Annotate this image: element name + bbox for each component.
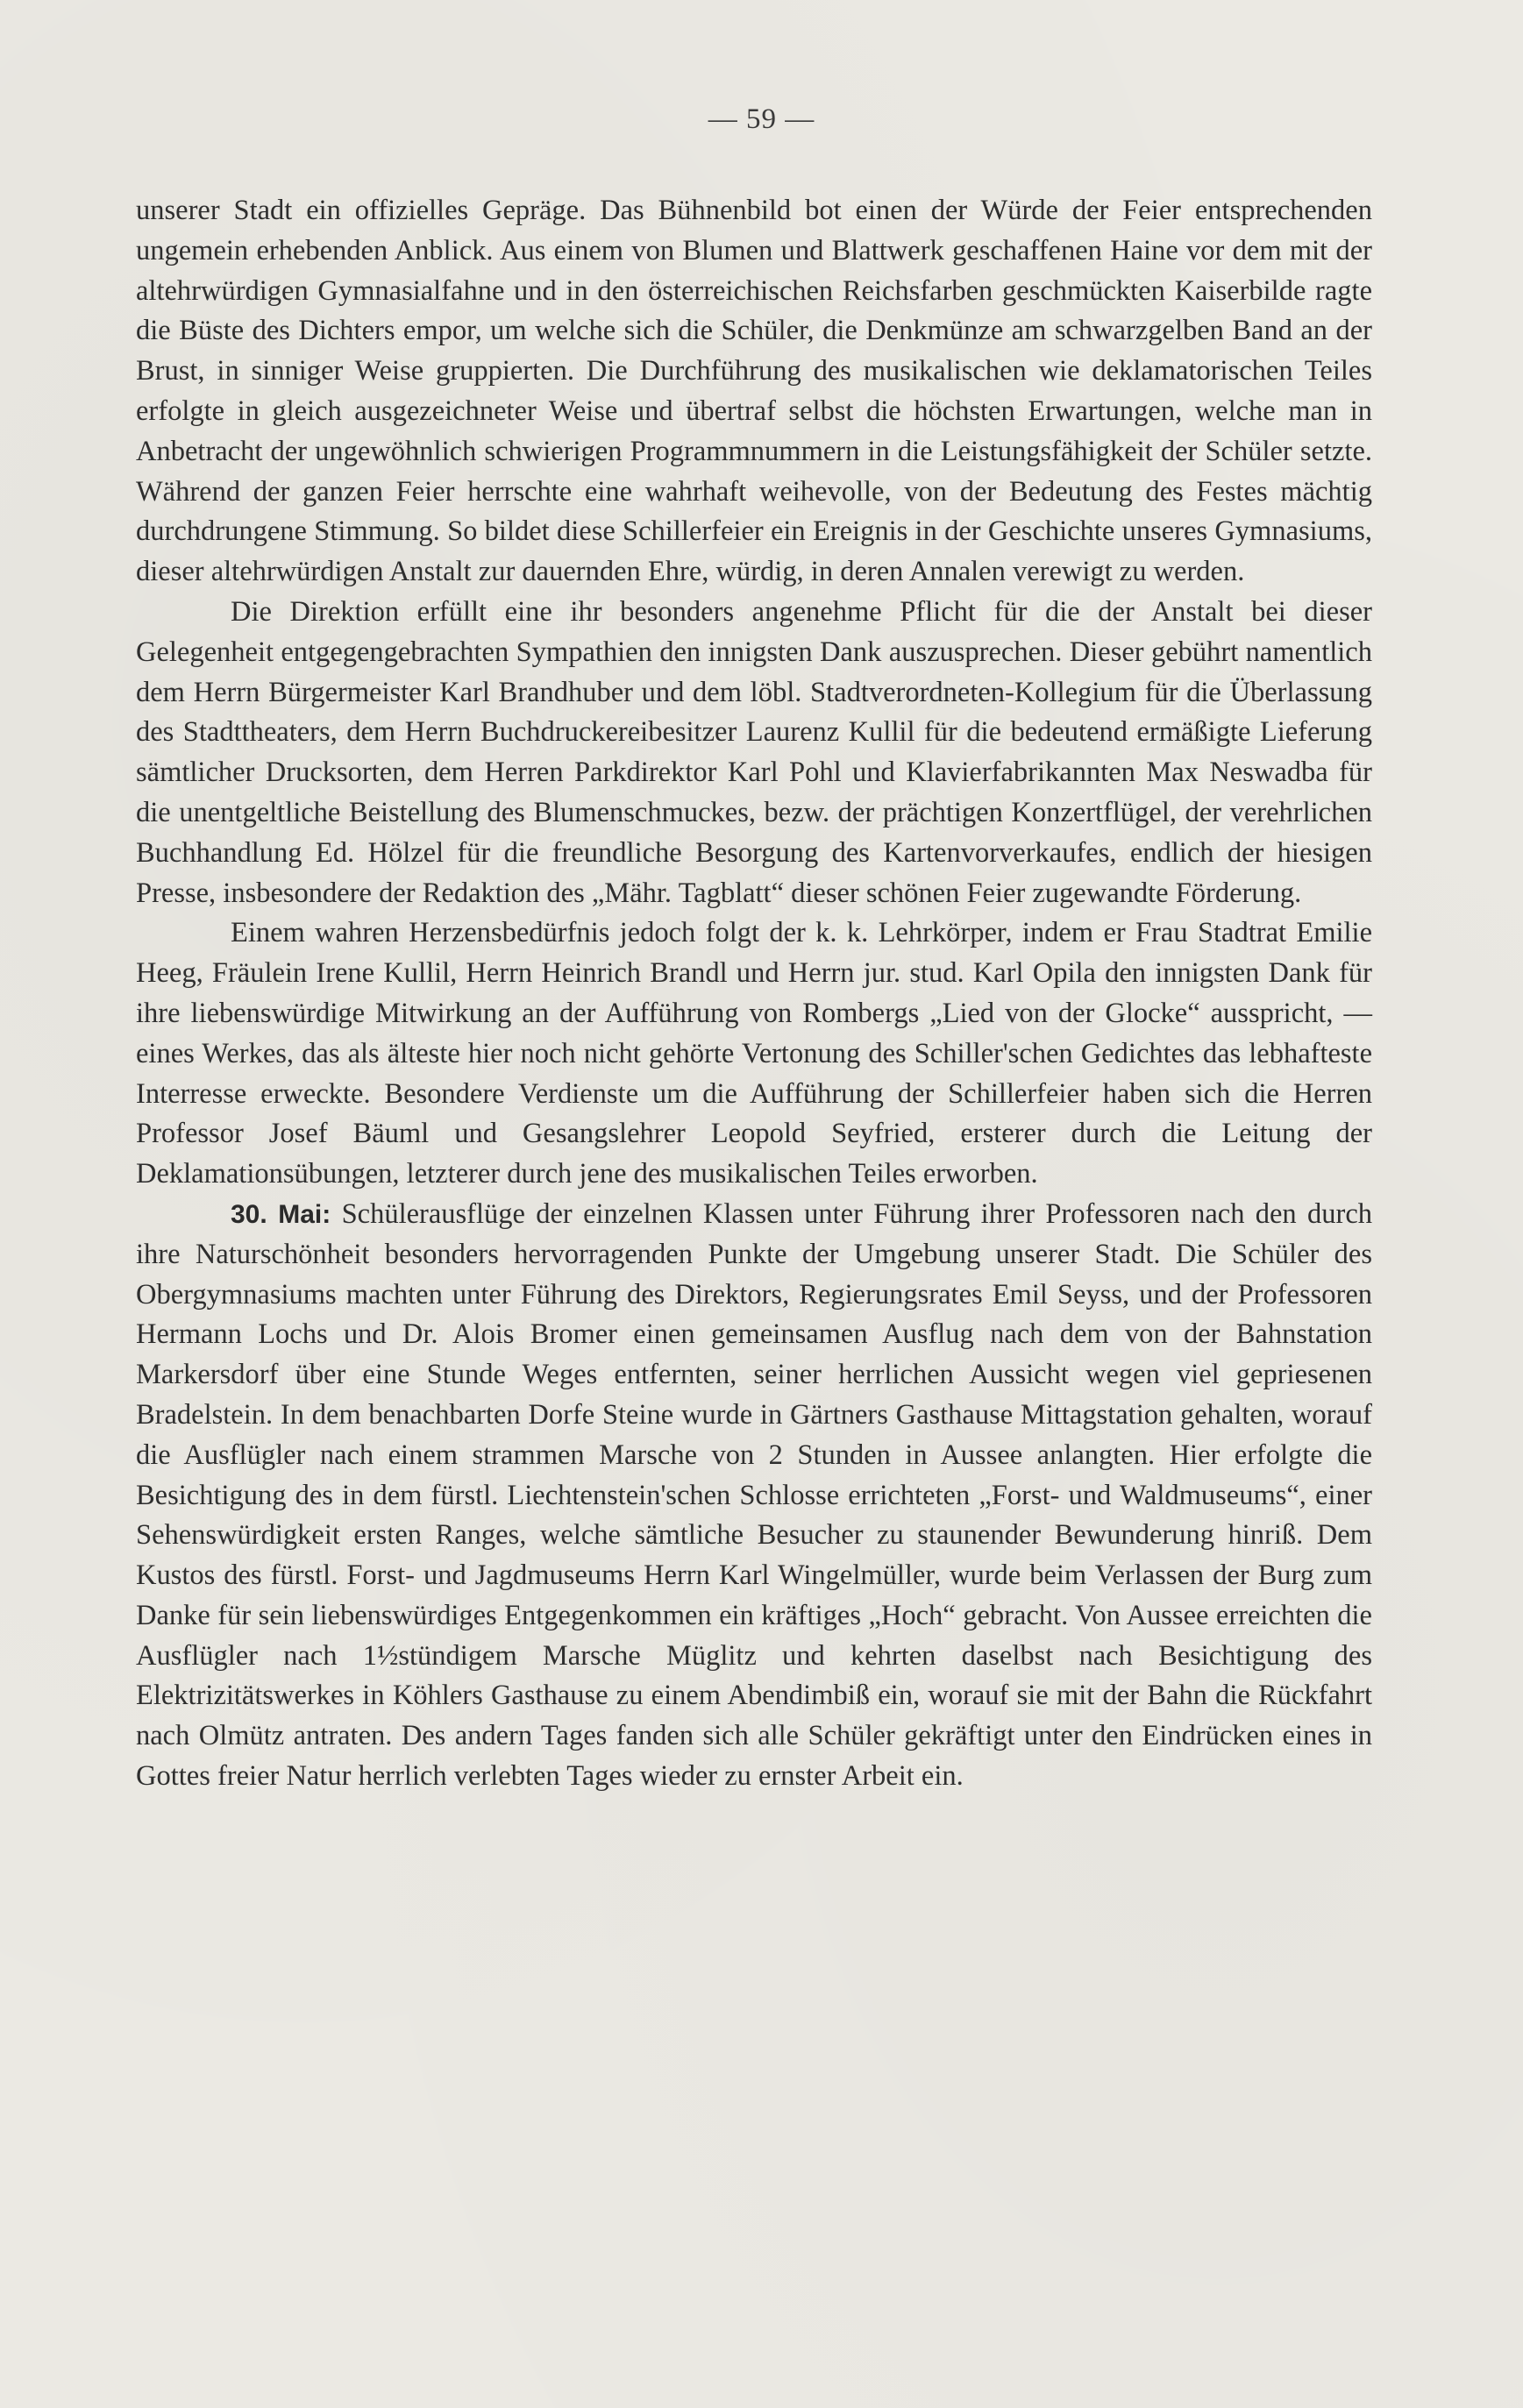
- date-entry-paragraph: [136, 1195, 1372, 1797]
- paragraph-3: Einem wahren Herzensbedürfnis jedoch folgt der k. k. Lehrkörper, indem er Frau Stadtrat Emilie Heeg, Fräulein Irene Kullil, Herrn Heinrich Brandl und Herrn jur. stud. Karl Opila den innigsten Dank für ihre liebenswürdige Mitwirkung an der Aufführung von Rombergs „Lied von der Glocke“ ausspricht, — eines Werkes, das als älteste hier noch nicht gehörte Vertonung des Schiller'schen Gedichtes das lebhafteste Interresse erweckte. Besondere Verdienste um die Aufführung der Schillerfeier haben sich die Herren Professor Josef Bäuml und Gesangslehrer Leopold Seyfried, ersterer durch die Leitung der Deklamationsübungen, letzterer durch jene des musikalischen Teiles erworben.: [136, 917, 1372, 1190]
- paragraph-2: Die Direktion erfüllt eine ihr besonders angenehme Pflicht für die der Anstalt bei dieser Gelegenheit entgegengebrachten Sympathien den innigsten Dank auszusprechen. Dieser gebührt namentlich dem Herrn Bürgermeister Karl Brandhuber und dem löbl. Stadtverordneten-Kollegium für die Überlassung des Stadttheaters, dem Herrn Buchdruckereibesitzer Laurenz Kullil für die bedeutend ermäßigte Lieferung sämtlicher Drucksorten, dem Herren Parkdirektor Karl Pohl und Klavierfabrikannten Max Neswadba für die unentgeltliche Beistellung des Blumenschmuckes, bezw. der prächtigen Konzertflügel, der verehrlichen Buchhandlung Ed. Hölzel für die freundliche Besorgung des Kartenvorverkaufes, endlich der hiesigen Presse, insbesondere der Redaktion des „Mähr. Tagblatt“ dieser schönen Feier zugewandte Förderung.: [136, 595, 1372, 909]
- page-number: — 59 —: [708, 103, 815, 135]
- paragraph-1: unserer Stadt ein offizielles Gepräge. Das Bühnenbild bot einen der Würde der Feier entsprechenden ungemein erhebenden Anblick. Aus einem von Blumen und Blattwerk geschaffenen Haine vor dem mit der altehrwürdigen Gymnasialfahne und in den österreichischen Reichsfarben geschmückten Kaiserbilde ragte die Büste des Dichters empor, um welche sich die Schüler, die Denkmünze am schwarzgelben Band an der Brust, in sinniger Weise gruppierten. Die Durchführung des musikalischen wie deklamatorischen Teiles erfolgte in gleich ausgezeichneter Weise und übertraf selbst die höchsten Erwartungen, welche man in Anbetracht der ungewöhnlich schwierigen Programmnummern in die Leistungsfähigkeit der Schüler setzte. Während der ganzen Feier herrschte eine wahrhaft weihevolle, von der Bedeutung des Festes mächtig durchdrungene Stimmung. So bildet diese Schillerfeier ein Ereignis in der Geschichte unseres Gymnasiums, dieser altehrwürdigen Anstalt zur dauernden Ehre, würdig, in deren Annalen verewigt zu werden.: [136, 195, 1372, 588]
- date-entry-text: Schülerausflüge der einzelnen Klassen unter Führung ihrer Professoren nach den durch ihre Naturschönheit besonders hervorragenden Punkte der Umgebung unserer Stadt. Die Schüler des Obergymnasiums machten unter Führung des Direktors, Regierungsrates Emil Seyss, und der Professoren Hermann Lochs und Dr. Alois Bromer einen gemeinsamen Ausflug nach dem von der Bahnstation Markersdorf über eine Stunde Weges entfernten, seiner herrlichen Aussicht wegen viel gepriesenen Bradelstein. In dem benachbarten Dorfe Steine wurde in Gärtners Gasthause Mittagstation gehalten, worauf die Ausflügler nach einem strammen Marsche von 2 Stunden in Aussee anlangten. Hier erfolgte die Besichtigung des in dem fürstl. Liechtenstein'schen Schlosse errichteten „Forst- und Waldmuseums“, einer Sehenswürdigkeit ersten Ranges, welche sämtliche Besucher zu staunender Bewunderung hinriß. Dem Kustos des fürstl. Forst- und Jagdmuseums Herrn Karl Wingelmüller, wurde beim Verlassen der Burg zum Danke für sein liebenswürdiges Entgegenkommen ein kräftiges „Hoch“ gebracht. Von Aussee erreichten die Ausflügler nach 1½stündigem Marsche Müglitz und kehrten daselbst nach Besichtigung des Elektrizitätswerkes in Köhlers Gasthause zu einem Abendimbiß ein, worauf sie mit der Bahn die Rückfahrt nach Olmütz antraten. Des andern Tages fanden sich alle Schüler gekräftigt unter den Eindrücken eines in Gottes freier Natur herrlich verlebten Tages wieder zu ernster Arbeit ein.: [136, 1197, 1372, 1793]
- date-label: 30. Mai:: [231, 1199, 331, 1229]
- body-text: [136, 191, 1372, 1797]
